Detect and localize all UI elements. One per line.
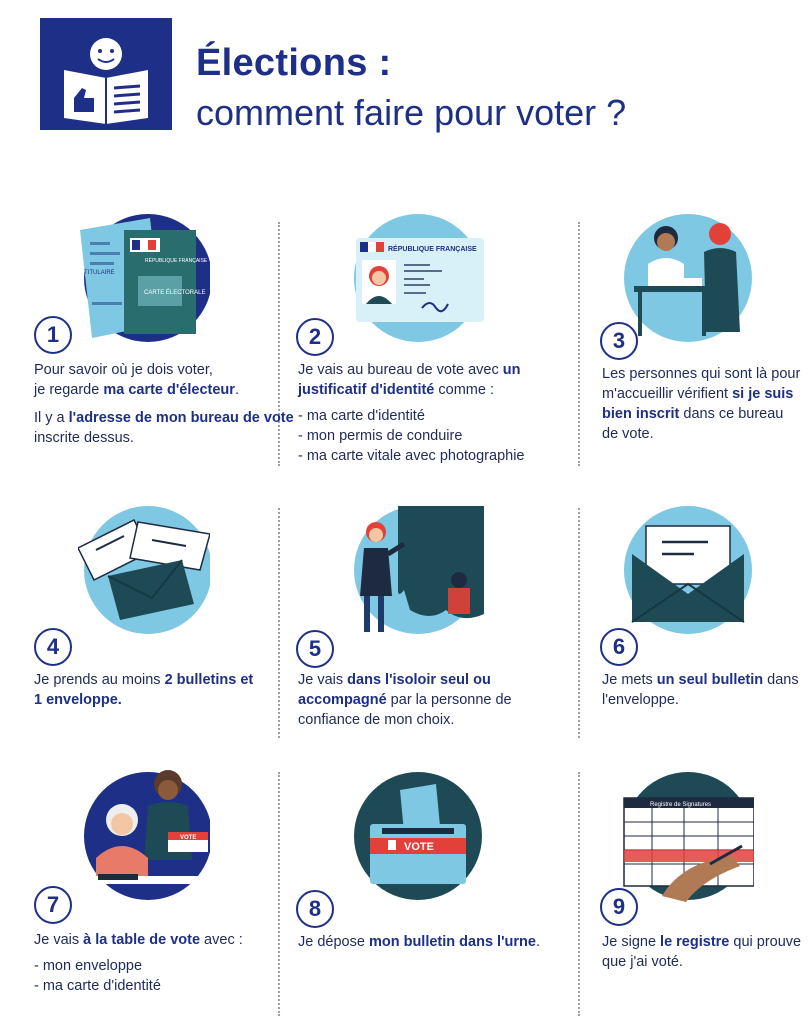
step-number-6: 6 [600,628,638,666]
step-2-text: Je vais au bureau de vote avec un justificatif d'identité comme : - ma carte d'identité - mon permis de conduire - ma carte vitale avec photographie [298,360,568,466]
envelope-ballot-icon [622,504,754,636]
vote-label: VOTE [404,841,434,853]
voting-booth-icon [352,504,484,636]
step-8-text: Je dépose mon bulletin dans l'urne. [298,934,540,950]
easy-read-logo [40,18,172,130]
voter-card-icon [78,212,210,344]
step-1-text: Pour savoir où je dois voter, je regarde ma carte d'électeur. Il y a l'adresse de mon bureau de vote inscrite dessus. [34,362,294,446]
ballots-envelope-icon [78,504,210,636]
card-label-titulaire: TITULAIRE [84,270,115,276]
step-number-4: 4 [34,628,72,666]
step-number-8: 8 [296,890,334,928]
step-number-3: 3 [600,322,638,360]
easy-read-icon [40,18,172,130]
column-divider [578,222,580,466]
step-3-text: Les personnes qui sont là pour m'accueillir vérifient si je suis bien inscrit dans ce bureau de vote. [602,366,801,442]
list-item: - ma carte d'identité [298,408,425,424]
register-label: Registre de Signatures [650,802,712,808]
column-divider [578,772,580,1016]
step-number-5: 5 [296,630,334,668]
step-number-2: 2 [296,318,334,356]
signature-register-icon [622,770,754,902]
vote-table-icon [78,770,210,902]
step-number-1: 1 [34,316,72,354]
card-label-rf: RÉPUBLIQUE FRANÇAISE [145,258,208,264]
page-title: Élections : [196,42,392,84]
list-item: - ma carte d'identité [34,978,161,994]
page-subtitle: comment faire pour voter ? [196,92,627,133]
step-9-text: Je signe le registre qui prouve que j'ai voté. [602,934,802,970]
step-5-text: Je vais dans l'isoloir seul ou accompagné par la personne de confiance de mon choix. [298,672,512,728]
column-divider [278,508,280,738]
step-number-7: 7 [34,886,72,924]
step-7-text: Je vais à la table de vote avec : - mon enveloppe - ma carte d'identité [34,930,274,996]
ballot-box-icon [352,770,484,902]
column-divider [278,772,280,1016]
step-4-text: Je prends au moins 2 bulletins et 1 enveloppe. [34,672,254,708]
id-card-icon [352,212,484,344]
step-number-9: 9 [600,888,638,926]
list-item: - mon enveloppe [34,958,143,974]
column-divider [578,508,580,738]
step-6-text: Je mets un seul bulletin dans l'enveloppe. [602,672,799,708]
list-item: - mon permis de conduire [298,428,463,444]
list-item: - ma carte vitale avec photographie [298,448,525,464]
polling-staff-icon [622,212,754,344]
id-card-label: RÉPUBLIQUE FRANÇAISE [388,246,477,253]
vote-label: VOTE [180,835,197,841]
card-label-carte: CARTE ÉLECTORALE [144,290,206,296]
